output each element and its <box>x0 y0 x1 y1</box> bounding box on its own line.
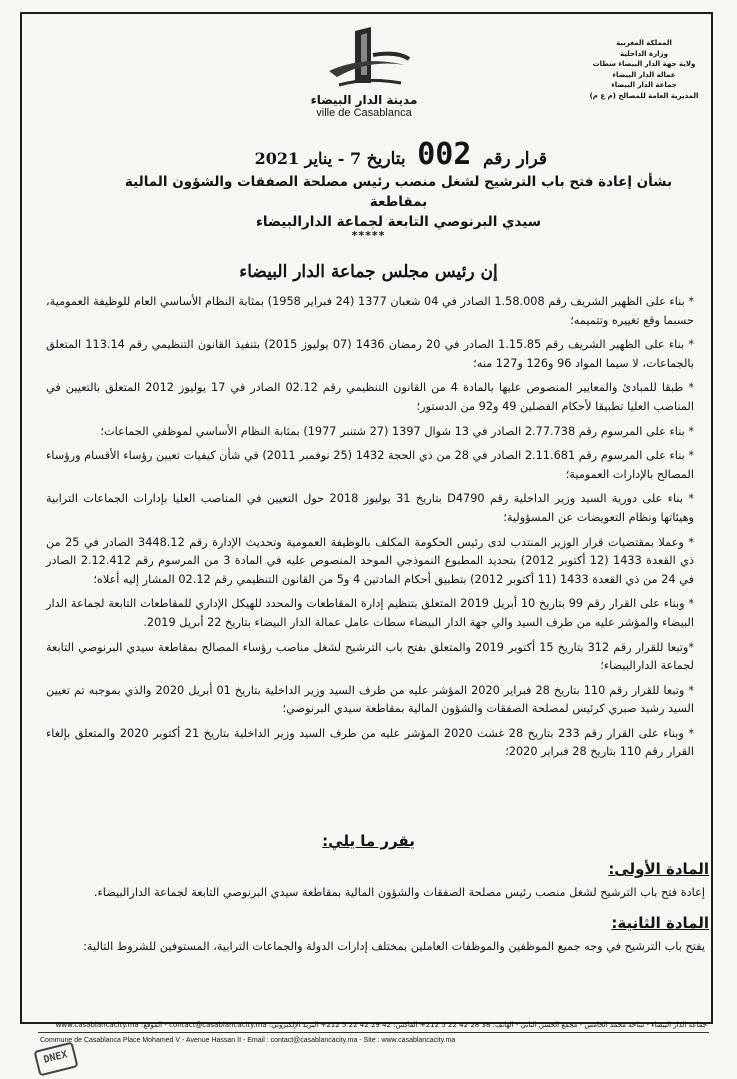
header-line: عمالة الدار البيضاء <box>612 70 676 79</box>
decision-subject <box>110 172 687 232</box>
decree-heading: يقرر ما يلي: <box>322 832 415 850</box>
president-heading: إن رئيس مجلس جماعة الدار البيضاء <box>239 262 498 282</box>
decision-date-label: بتاريخ <box>366 149 406 169</box>
preamble-paragraph: * بناء على الظهير الشريف رقم 1.15.85 الصادر في 20 رمضان 1436 (07 يوليوز 2015) بتنفيذ القانون التنظيمي رقم 113.14 المتعلق بالجماعات، لا سيما المواد 96 و126 و127 منه؛ <box>46 338 694 370</box>
article-2-text: يفتح باب الترشيح في وجه جميع الموظفين والموظفات العاملين بمختلف إدارات الدولة والجماعات الترابية، المستوفين للشروط التالية: <box>83 940 705 953</box>
article-1-title: المادة الأولى: <box>608 860 709 878</box>
header-line: ولاية جهة الدار البيضاء سطات <box>592 60 696 68</box>
preamble-paragraph: *وتبعا للقرار رقم 312 بتاريخ 15 أكتوبر 2019 والمتعلق بفتح باب الترشيح لشغل مناصب رؤساء المصالح بمقاطعة سيدي البرنوصي التابعة لجماعة الدارالبيضاء؛ <box>46 640 695 673</box>
article-1-text: إعادة فتح باب الترشيح لشغل منصب رئيس مصلحة الصفقات والشؤون المالية بمقاطعة سيدي البرنوصي التابعة لجماعة الدارالبيضاء. <box>93 886 705 899</box>
preamble-paragraph: * وبناء على القرار رقم 99 بتاريخ 10 أبريل 2019 المتعلق بتنظيم إدارة المقاطعات والمحدد للهيكل الإداري للمقاطعات التابعة لجماعة الدار البيضاء والمؤشر عليه من طرف السيد والي جهة الدار البيضاء سطات عامل عمالة الدار البيضاء بتاريخ 22 أبريل 2019. <box>46 597 694 629</box>
preamble-paragraph: * بناء على المرسوم رقم 2.11.681 الصادر في 28 من ذي الحجة 1432 (25 نوفمبر 2011) في شأن كيفيات تعيين رؤساء الأقسام ورؤساء المصالح بالإدارات العمومية؛ <box>46 449 694 481</box>
header-line: وزارة الداخلية <box>620 49 668 58</box>
decision-label: قرار رقم <box>482 149 547 169</box>
separator-stars: ***** <box>351 229 386 242</box>
logo-text-ar: مدينة الدار البيضاء <box>310 93 418 107</box>
decision-line <box>255 137 547 172</box>
header-line: المملكة المغربية <box>616 39 672 47</box>
decision-date: 7 - يناير 2021 <box>254 149 362 168</box>
preamble-paragraph: * بناء على دورية السيد وزير الداخلية رقم D4790 بتاريخ 31 يوليوز 2018 حول التعيين في المناصب العليا بإدارات الجماعات الترابية وهيئاتها ونظام التعويضات عن المسؤولية؛ <box>46 492 694 524</box>
logo-text-fr: ville de Casablanca <box>316 107 412 119</box>
footer-contact-ar: جماعة الدار البيضاء - ساحة محمد الخامس - مجمع الحسن الثاني - الهاتف: 38 28 42 22 5 212+ الفاكس: 42 29 42 22 5 212+ البريد الإلكتروني: contact@casablancacity.ma - الموقع: www.casablancacity.ma <box>55 1021 707 1029</box>
institution-header <box>579 38 709 101</box>
preamble-paragraph: * وتبعا للقرار رقم 110 بتاريخ 28 فبراير 2020 المؤشر عليه من طرف السيد وزير الداخلية بتاريخ 01 أبريل 2020 والذي بموجبه تم تعيين السيد رشيد صبري كرئيس لمصلحة الصفقات والشؤون المالية بمقاطعة سيدي البرنوصي؛ <box>46 683 694 716</box>
preamble-paragraph: * وعملا بمقتضيات قرار الوزير المنتدب لدى رئيس الحكومة المكلف بالوظيفة العمومية وتحديث الإدارة رقم 3448.12 الصادر في 25 من ذي القعدة 1433 (12 أكتوبر 2012) بتحديد المطبوع النموذجي الموحد المنصوص عليه في المادة 3 من المرسوم رقم 2.12.412 الصادر في 24 من ذي القعدة 1433 (11 أكتوبر 2012) بتطبيق أحكام المادتين 4 و5 من القانون التنظيمي رقم 02.12 المشار إليه أعلاه؛ <box>46 535 694 586</box>
preamble-paragraph: * وبناء على القرار رقم 233 بتاريخ 28 غشت 2020 المؤشر عليه من طرف السيد وزير الداخلية بتاريخ 21 أكتوبر 2020 والمتعلق بإلغاء القرار رقم 110 بتاريخ 28 فبراير 2020؛ <box>46 726 694 759</box>
casablanca-logo-icon <box>309 25 419 95</box>
preamble <box>46 293 694 768</box>
preamble-paragraph: * بناء على الظهير الشريف رقم 1.58.008 الصادر في 04 شعبان 1377 (24 فبراير 1958) بمثابة النظام الأساسي العام للوظيفة العمومية، حسبما وقع تغييره وتتميمه؛ <box>46 295 694 327</box>
city-logo <box>298 25 430 125</box>
preamble-paragraph: * طبقا للمبادئ والمعايير المنصوص عليها بالمادة 4 من القانون التنظيمي رقم 02.12 الصادر في 17 يوليوز 2012 المتعلق بالتعيين في المناصب العليا تطبيقا لأحكام الفصلين 49 و92 من الدستور؛ <box>46 381 695 413</box>
footer-contact-fr: Commune de Casablanca Place Mohamed V - Avenue Hassan II - Email : contact@casablancacity.ma - Site : www.casablancacity.ma <box>40 1037 456 1044</box>
article-2-title: المادة الثانية: <box>611 914 709 932</box>
subject-line: بشأن إعادة فتح باب الترشيح لشغل منصب رئيس مصلحة الصفقات والشؤون المالية بمقاطعة <box>124 174 673 210</box>
decision-number: 002 <box>417 137 472 172</box>
footer-divider <box>38 1032 709 1033</box>
header-line: جماعة الدار البيضاء <box>611 81 677 89</box>
preamble-paragraph: * بناء على المرسوم رقم 2.77.738 الصادر في 13 شوال 1397 (27 شتنبر 1977) بمثابة النظام الأساسي لموظفي الجماعات؛ <box>100 424 694 438</box>
subject-line: سيدي البرنوصي التابعة لجماعة الدارالبيضاء <box>256 214 541 230</box>
dnex-stamp: DNEX <box>33 1042 78 1077</box>
header-line: المديرية العامة للمصالح (م ع م) <box>589 91 699 100</box>
